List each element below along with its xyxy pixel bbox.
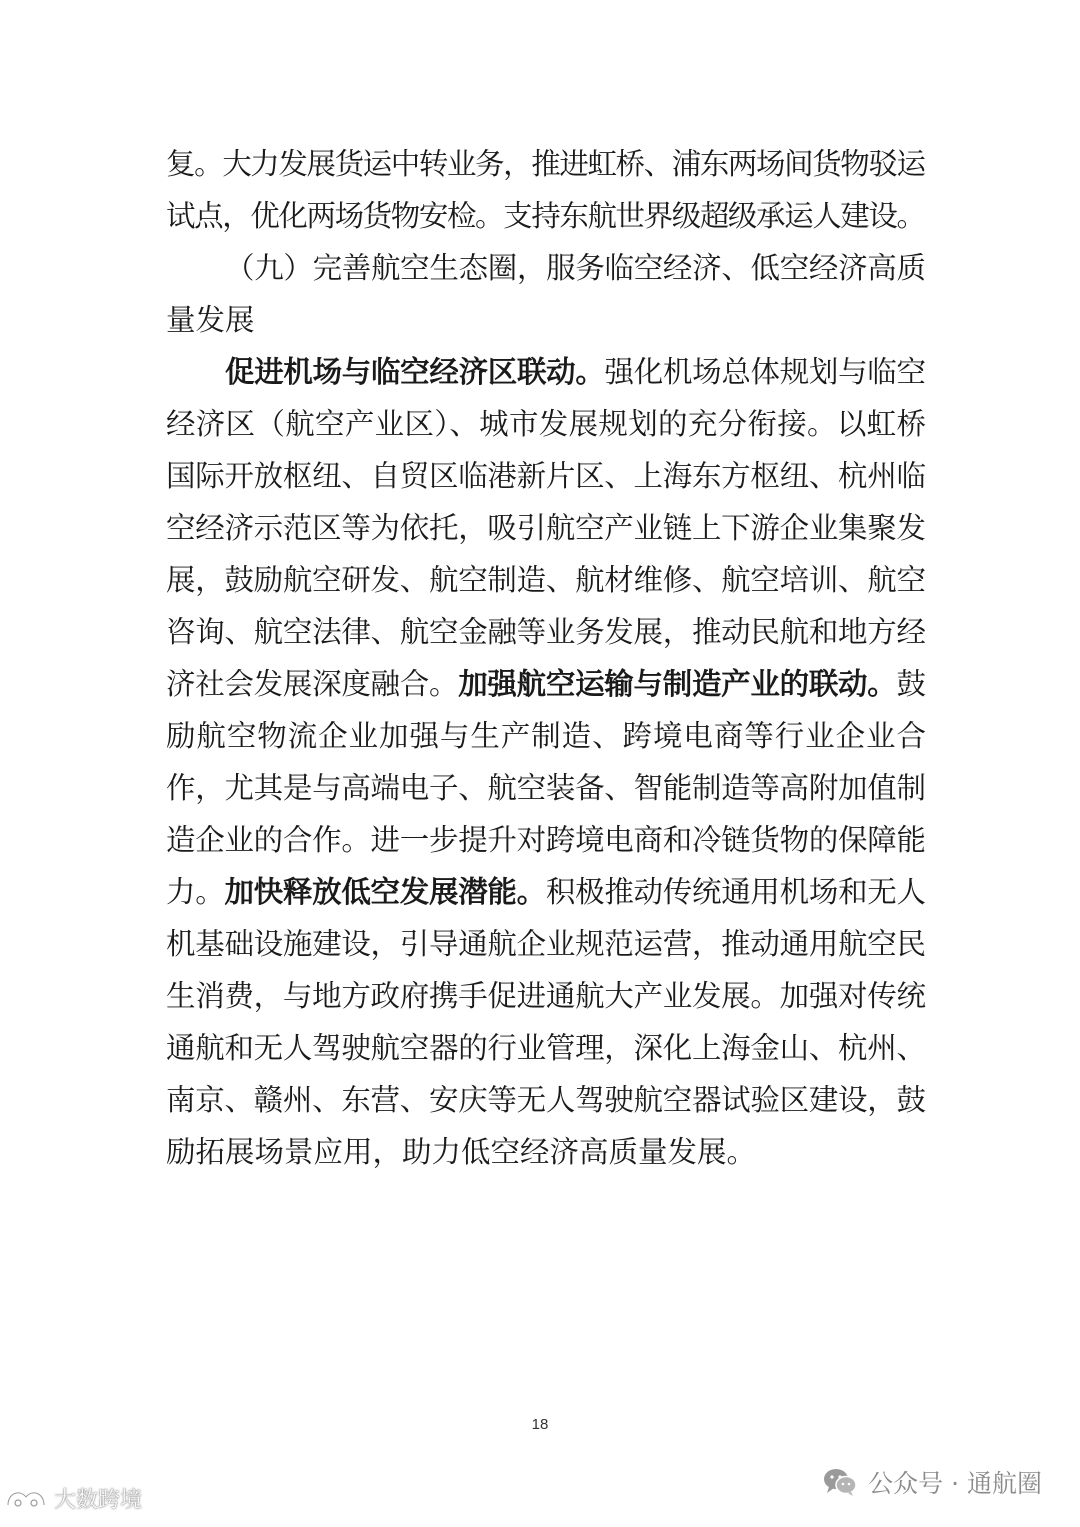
body-line-15 (166, 866, 926, 918)
body-line-9 (166, 554, 926, 606)
text-run: 济社会发展深度融合。 (166, 667, 459, 701)
text-run: 鼓 (896, 667, 926, 701)
watermark-right (822, 1460, 1042, 1504)
text-run: 空经济示范区等为依托，吸引航空产业链上下游企业集聚发 (166, 511, 926, 545)
bold-lead-phrase: 加强航空运输与制造产业的联动。 (458, 667, 897, 701)
text-run: 力。 (166, 875, 225, 909)
brand-logo-icon (4, 1483, 48, 1513)
body-line-5 (225, 346, 926, 398)
section-heading-line-1 (225, 242, 926, 294)
body-line-2 (166, 190, 926, 242)
text-run: 国际开放枢纽、自贸区临港新片区、上海东方枢纽、杭州临 (166, 459, 926, 493)
body-line-17 (166, 970, 926, 1022)
text-run: 作，尤其是与高端电子、航空装备、智能制造等高附加值制 (166, 771, 926, 805)
text-run: 机基础设施建设，引导通航企业规范运营，推动通用航空民 (166, 927, 926, 961)
body-line-14 (166, 814, 926, 866)
text-run: 经济区（航空产业区）、城市发展规划的充分衔接。以虹桥 (166, 407, 926, 441)
body-line-18 (166, 1022, 926, 1074)
watermark-right-text: 公众号 · 通航圈 (868, 1469, 1042, 1498)
text-run: 通航和无人驾驶航空器的行业管理，深化上海金山、杭州、 (166, 1031, 926, 1065)
wechat-icon (822, 1466, 858, 1498)
bold-lead-phrase: 加快释放低空发展潜能。 (224, 875, 546, 909)
section-heading-text: （九）完善航空生态圈，服务临空经济、低空经济高质 (225, 251, 926, 285)
text-run: 咨询、航空法律、航空金融等业务发展，推动民航和地方经 (166, 615, 926, 649)
body-line-1 (166, 138, 926, 190)
body-line-13 (166, 762, 926, 814)
text-run: 试点，优化两场货物安检。支持东航世界级超级承运人建设。 (166, 199, 925, 233)
body-line-11 (166, 658, 926, 710)
section-heading-text: 量发展 (166, 303, 255, 337)
body-line-7 (166, 450, 926, 502)
body-line-12 (166, 710, 926, 762)
body-line-10 (166, 606, 926, 658)
bold-lead-phrase: 促进机场与临空经济区联动。 (225, 355, 605, 389)
page-number: 18 (531, 1416, 549, 1433)
text-run: 励航空物流企业加强与生产制造、跨境电商等行业企业合 (166, 719, 926, 753)
text-run: 造企业的合作。进一步提升对跨境电商和冷链货物的保障能 (166, 823, 926, 857)
watermark-left (4, 1478, 142, 1518)
text-run: 强化机场总体规划与临空 (604, 355, 926, 389)
body-line-19 (166, 1074, 926, 1126)
body-line-16 (166, 918, 926, 970)
watermark-left-text: 大数跨境 (54, 1487, 143, 1513)
text-run: 积极推动传统通用机场和无人 (545, 875, 926, 909)
text-run: 励拓展场景应用，助力低空经济高质量发展。 (166, 1135, 757, 1169)
text-run: 复。大力发展货运中转业务，推进虹桥、浦东两场间货物驳运 (166, 147, 925, 181)
section-heading-line-2 (166, 294, 926, 346)
text-run: 生消费，与地方政府携手促进通航大产业发展。加强对传统 (166, 979, 926, 1013)
body-line-8 (166, 502, 926, 554)
body-line-20 (166, 1126, 926, 1178)
text-run: 展，鼓励航空研发、航空制造、航材维修、航空培训、航空 (166, 563, 926, 597)
body-line-6 (166, 398, 926, 450)
text-run: 南京、赣州、东营、安庆等无人驾驶航空器试验区建设，鼓 (166, 1083, 926, 1117)
